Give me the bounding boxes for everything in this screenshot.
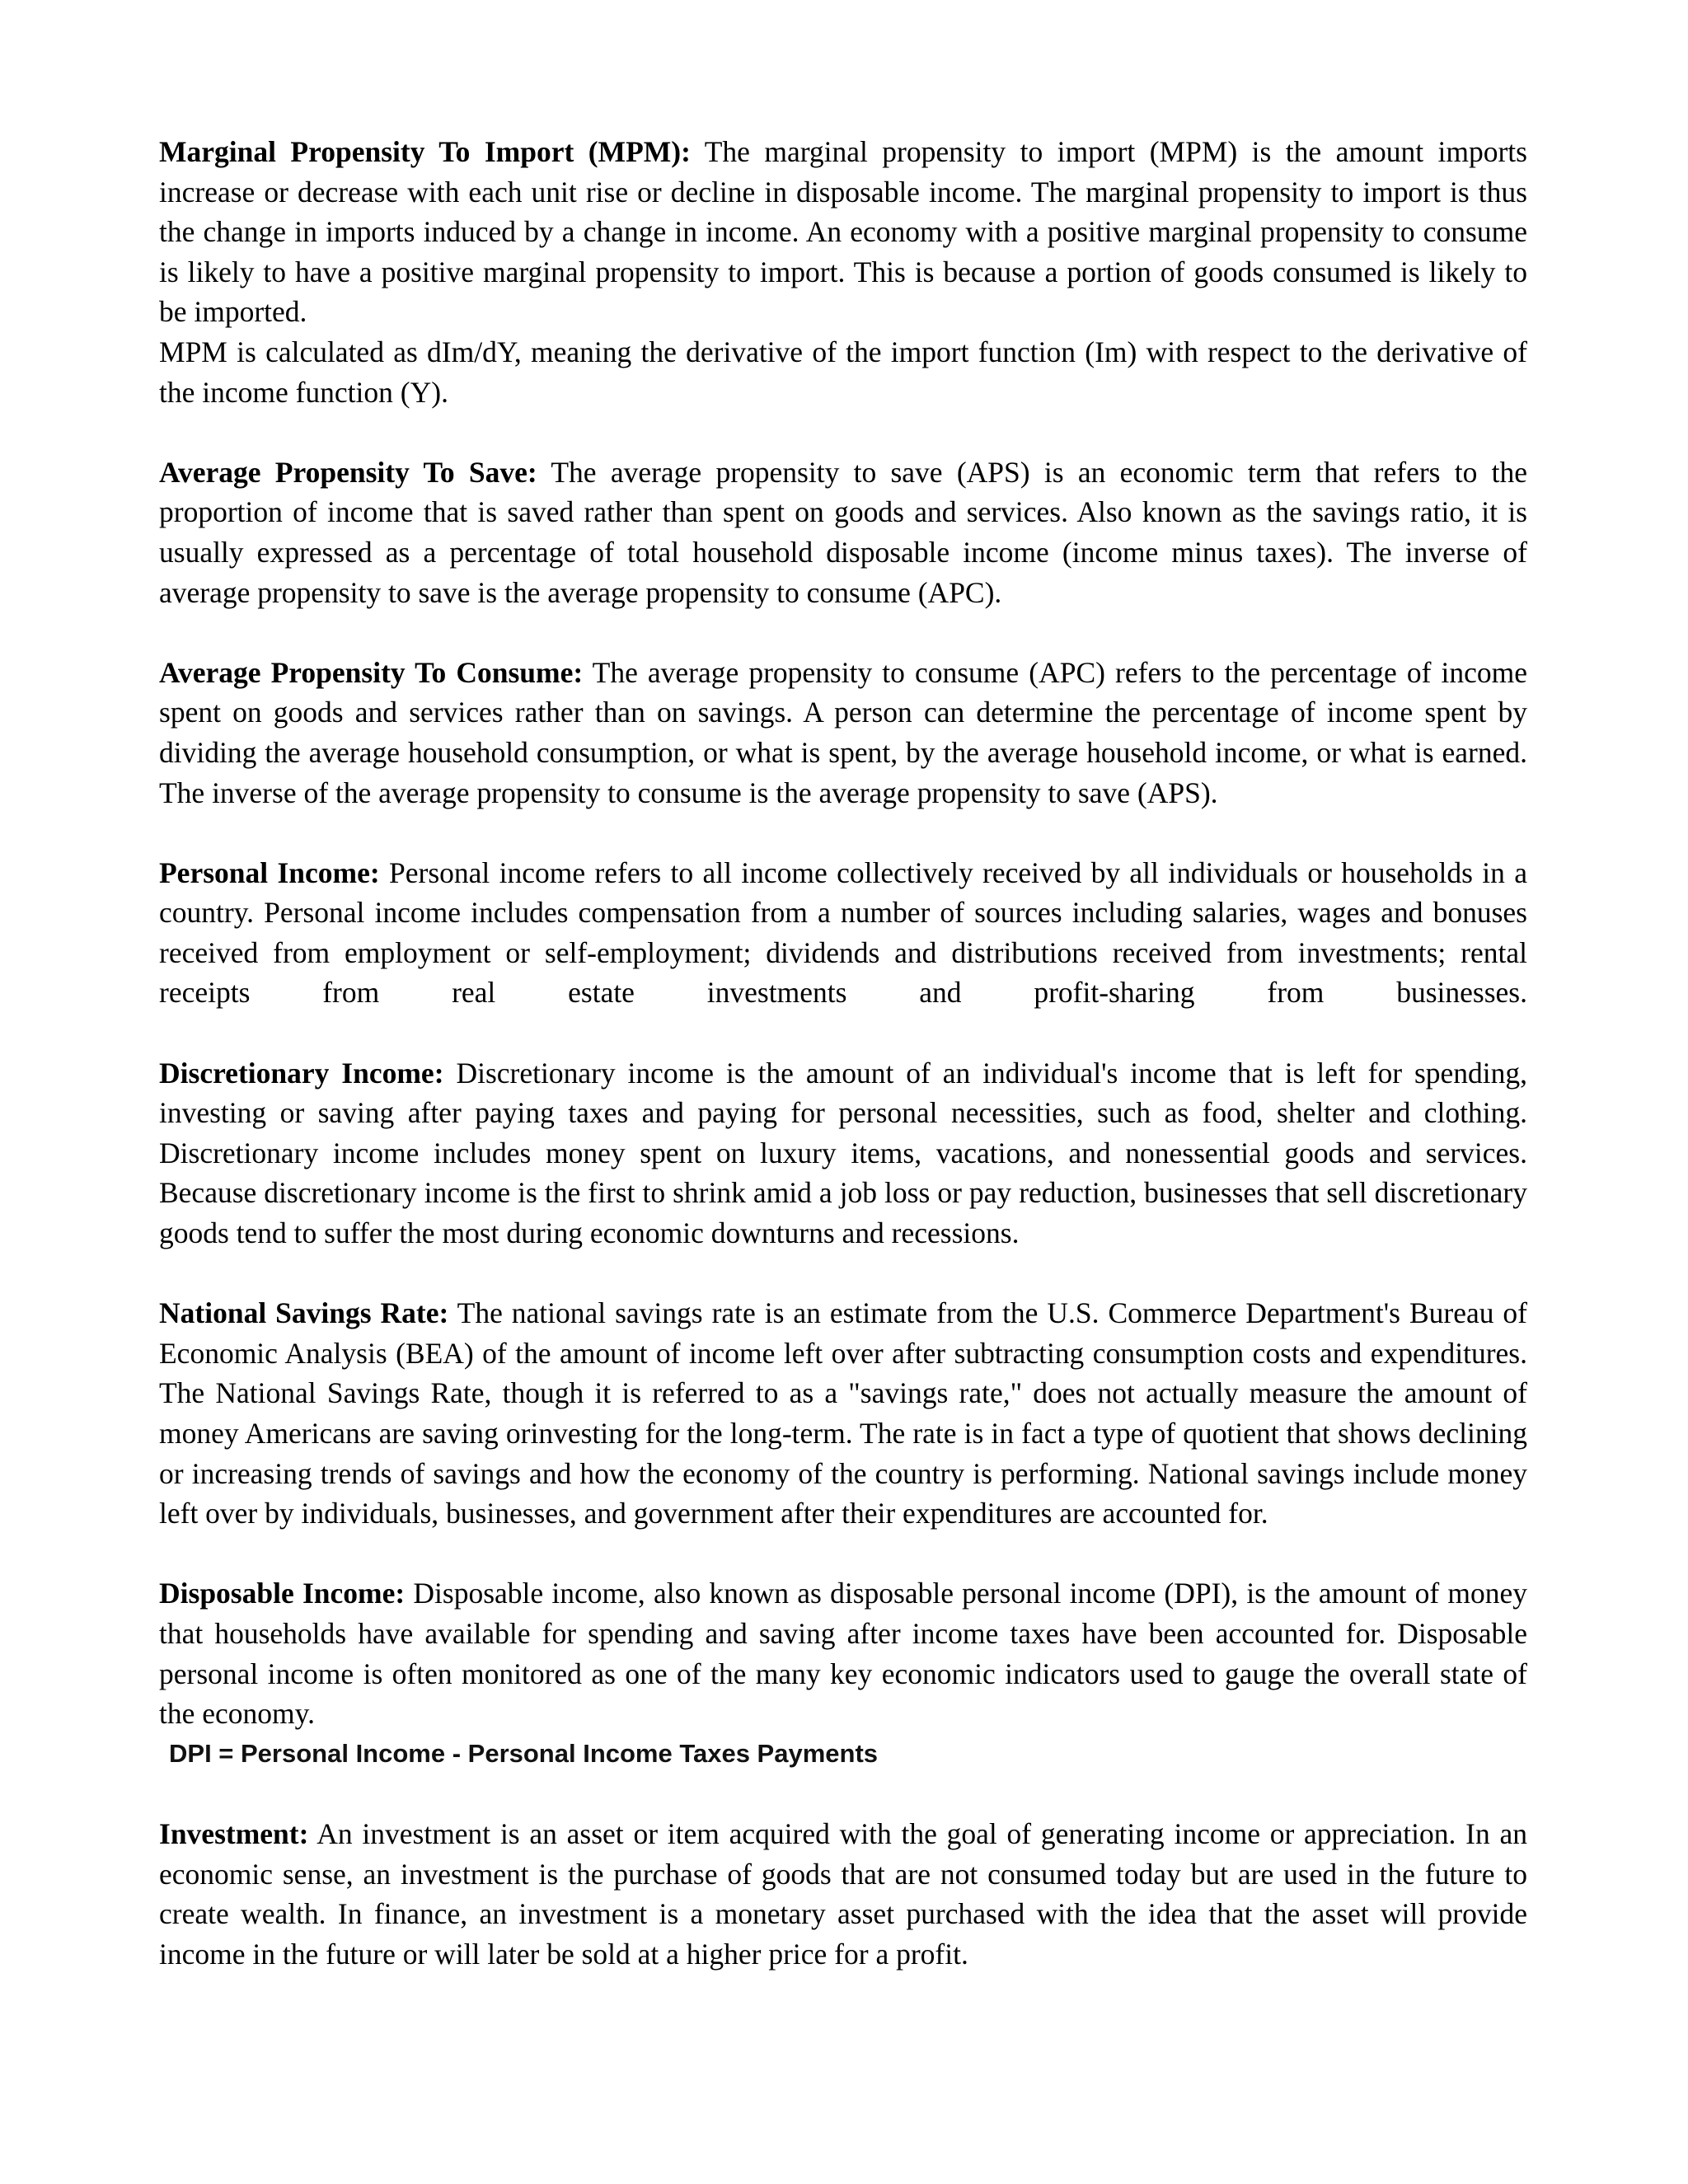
section-discretionary-income [159, 1053, 1527, 1254]
section-disposable-income [159, 1573, 1527, 1774]
section-personal-income [159, 853, 1527, 1013]
term-heading: Disposable Income: [159, 1577, 406, 1610]
paragraph [159, 132, 1527, 332]
term-heading: National Savings Rate: [159, 1296, 449, 1330]
section-national-savings-rate [159, 1293, 1527, 1534]
definition-text: The national savings rate is an estimate from the U.S. Commerce Department's Bureau of Economic Analysis (BEA) of the amount of income left over after subtracting consumption costs and expenditures. The National Savings Rate, though it is referred to as a "savings rate," does not actually measure the amount of money Americans are saving orinvesting for the long-term. The rate is in fact a type of quotient that shows declining or increasing trends of savings and how the economy of the country is performing. National savings include money left over by individuals, businesses, and government after their expenditures are accounted for. [159, 1296, 1527, 1530]
paragraph [159, 1573, 1527, 1733]
term-heading: Investment: [159, 1816, 309, 1850]
definition-text: Discretionary income is the amount of an individual's income that is left for spending, investing or saving after paying taxes and paying for personal necessities, such as food, shelter and clothing. Discretionary income includes money spent on luxury items, vacations, and nonessential goods and services. Because discretionary income is the first to shrink amid a job loss or pay reduction, businesses that sell discretionary goods tend to suffer the most during economic downturns and recessions. [159, 1056, 1527, 1250]
dpi-formula: DPI = Personal Income - Personal Income Taxes Payments [169, 1738, 879, 1768]
paragraph [159, 1053, 1527, 1254]
term-heading: Average Propensity To Save: [159, 455, 537, 489]
section-marginal-propensity-to-import [159, 132, 1527, 412]
definition-text: An investment is an asset or item acquired with the goal of generating income or appreciation. In an economic sense, an investment is the purchase of goods that are not consumed today but are used in the future to create wealth. In finance, an investment is a monetary asset purchased with the idea that the asset will provide income in the future or will later be sold at a higher price for a profit. [159, 1816, 1527, 1971]
paragraph [159, 853, 1527, 1013]
paragraph [159, 1293, 1527, 1534]
definition-text: MPM is calculated as dIm/dY, meaning the derivative of the import function (Im) with respect to the derivative of the income function (Y). [159, 335, 1527, 409]
definition-text: Personal income refers to all income collectively received by all individuals or households in a country. Personal income includes compensation from a number of sources including salaries, wages and bonuses received from employment or self-employment; dividends and distributions received from investments; rental receipts from real estate investments and profit-sharing from businesses. [159, 855, 1527, 1010]
section-average-propensity-to-save [159, 452, 1527, 612]
term-heading: Discretionary Income: [159, 1056, 444, 1090]
definition-text: Disposable income, also known as disposable personal income (DPI), is the amount of money that households have available for spending and saving after income taxes have been accounted for. Disposable personal income is often monitored as one of the many key economic indicators used to gauge the overall state of the economy. [159, 1577, 1527, 1731]
definition-text: The average propensity to consume (APC) refers to the percentage of income spent on goods and services rather than on savings. A person can determine the percentage of income spent by dividing the average household consumption, or what is spent, by the average household income, or what is earned. The inverse of the average propensity to consume is the average propensity to save (APS). [159, 655, 1528, 809]
definition-text: The average propensity to save (APS) is an economic term that refers to the proportion of income that is saved rather than spent on goods and services. Also known as the savings ratio, it is usually expressed as a percentage of total household disposable income (income minus taxes). The inverse of average propensity to save is the average propensity to consume (APC). [159, 455, 1527, 609]
paragraph [159, 653, 1527, 813]
term-heading: Average Propensity To Consume: [159, 655, 584, 689]
definition-text: The marginal propensity to import (MPM) is the amount imports increase or decrease with each unit rise or decline in disposable income. The marginal propensity to import is thus the change in imports induced by a change in income. An economy with a positive marginal propensity to consume is likely to have a positive marginal propensity to import. This is because a portion of goods consumed is likely to be imported. [159, 135, 1527, 329]
paragraph [159, 452, 1527, 612]
paragraph [159, 1814, 1527, 1974]
document-page [159, 132, 1527, 2014]
term-heading: Personal Income: [159, 855, 380, 889]
section-investment [159, 1814, 1527, 1974]
section-average-propensity-to-consume [159, 653, 1527, 813]
paragraph [159, 332, 1527, 412]
term-heading: Marginal Propensity To Import (MPM): [159, 135, 691, 168]
